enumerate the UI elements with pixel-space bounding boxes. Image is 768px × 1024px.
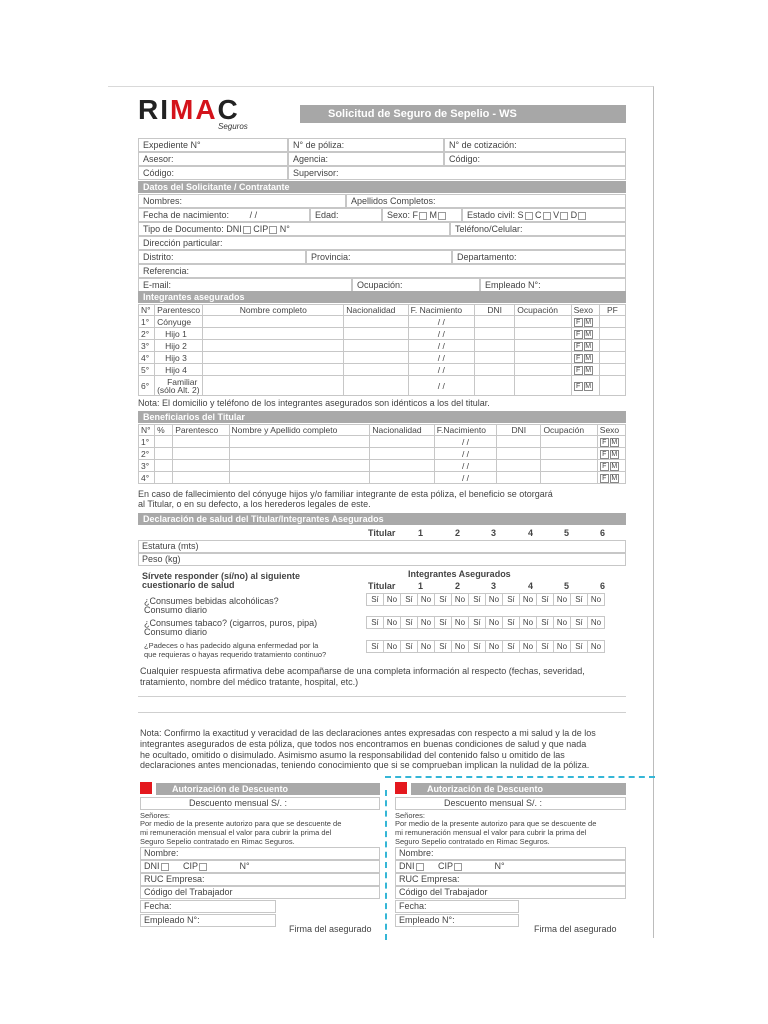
- auth-right-cip: CIP: [438, 861, 454, 871]
- row-number: 1°: [139, 436, 155, 448]
- answers-q2: [366, 616, 605, 629]
- fecha-nacimiento-label: Fecha de nacimiento:: [143, 210, 230, 220]
- no-box[interactable]: No: [452, 594, 469, 606]
- dni-label: DNI: [226, 224, 242, 234]
- respuesta-note-1: Cualquier respuesta afirmativa debe acompañarse de una completa información al respecto (fechas, severidad,: [140, 666, 585, 676]
- col-nombre: Nombre completo: [203, 305, 344, 316]
- col-porcentaje: %: [155, 425, 173, 436]
- auth-right-codigo[interactable]: Código del Trabajador: [395, 886, 626, 899]
- row-parentesco: Cónyuge: [155, 316, 203, 328]
- col-sexo: Sexo: [571, 305, 599, 316]
- auth-left-dni: DNI: [144, 861, 160, 871]
- col-parentesco: Parentesco: [173, 425, 229, 436]
- logo-text-a: RI: [138, 94, 170, 125]
- agencia-field[interactable]: Agencia:: [288, 152, 444, 166]
- auth-left-cip-checkbox[interactable]: [199, 863, 207, 871]
- telefono-field[interactable]: Teléfono/Celular:: [450, 222, 626, 236]
- peso-row[interactable]: [138, 553, 626, 566]
- cut-line-horizontal: [385, 776, 655, 778]
- no-box[interactable]: No: [520, 594, 537, 606]
- row-number: 2°: [139, 448, 155, 460]
- row-parentesco: Hijo 4: [155, 364, 203, 376]
- salud-col-titular: Titular: [368, 528, 396, 538]
- row-date: / /: [408, 376, 474, 396]
- row-parentesco: Hijo 3: [155, 352, 203, 364]
- auth-right-title: Autorización de Descuento: [411, 783, 626, 795]
- solicitante-row-2: [138, 208, 626, 222]
- si-box[interactable]: Sí: [469, 641, 486, 653]
- line-2[interactable]: [138, 712, 626, 713]
- auth-left-fecha[interactable]: Fecha:: [140, 900, 276, 913]
- sexo-f-box[interactable]: F: [574, 354, 583, 363]
- logo-text-b: MA: [170, 94, 218, 125]
- respuesta-note-2: tratamiento, nombre del médico tratante, hospital, etc.): [140, 677, 359, 687]
- si-box[interactable]: Sí: [367, 617, 384, 629]
- beneficiario-row[interactable]: [139, 460, 626, 472]
- row-number: 2°: [139, 328, 155, 340]
- ocupacion-field[interactable]: Ocupación:: [352, 278, 480, 292]
- question-3: ¿Padeces o has padecido alguna enfermedad por la: [144, 641, 319, 650]
- cotizacion-field[interactable]: N° de cotización:: [444, 138, 626, 152]
- col-n: N°: [139, 305, 155, 316]
- col-dni: DNI: [497, 425, 541, 436]
- si-box[interactable]: Sí: [571, 641, 588, 653]
- auth-left-empleado[interactable]: Empleado N°:: [140, 914, 276, 927]
- section-integrantes: Integrantes asegurados: [138, 291, 626, 303]
- integrantes-table: [138, 304, 626, 396]
- form-title: Solicitud de Seguro de Sepelio - WS: [300, 105, 626, 123]
- header-row-3: [138, 166, 626, 180]
- sexo-f-box[interactable]: F: [600, 474, 609, 483]
- row-date: / /: [408, 364, 474, 376]
- question-2: ¿Consumes tabaco? (cigarros, puros, pipa): [144, 618, 318, 628]
- sexo-f-box[interactable]: F: [574, 342, 583, 351]
- integrante-row[interactable]: [139, 340, 626, 352]
- sexo-m-box[interactable]: M: [585, 319, 592, 326]
- tipo-documento-field[interactable]: [138, 222, 450, 236]
- col-sexo: Sexo: [597, 425, 625, 436]
- answers-q1: [366, 593, 605, 606]
- auth-right-p2: mi remuneración mensual el valor para cubrir la prima del: [395, 828, 587, 837]
- no-box[interactable]: No: [452, 641, 469, 653]
- no-box[interactable]: No: [418, 617, 435, 629]
- auth-left-ruc[interactable]: RUC Empresa:: [140, 873, 380, 886]
- question-1: ¿Consumes bebidas alcohólicas?: [144, 596, 279, 606]
- estado-c-label: C: [535, 210, 542, 220]
- sexo-f-box[interactable]: F: [600, 450, 609, 459]
- codigo-field-2[interactable]: Código:: [138, 166, 288, 180]
- si-box[interactable]: Sí: [503, 594, 520, 606]
- auth-left-cip: CIP: [183, 861, 199, 871]
- no-box[interactable]: No: [588, 617, 605, 629]
- sexo-m-box[interactable]: M: [611, 463, 618, 470]
- auth-right-p3: Seguro Sepelio contratado en Rimac Seguros.: [395, 837, 550, 846]
- edad-field[interactable]: Edad:: [310, 208, 382, 222]
- header-row-2: [138, 152, 626, 166]
- si-box[interactable]: Sí: [401, 617, 418, 629]
- si-box[interactable]: Sí: [367, 594, 384, 606]
- solicitante-row-6: [138, 264, 626, 278]
- no-box[interactable]: No: [486, 641, 503, 653]
- direccion-field[interactable]: Dirección particular:: [138, 236, 626, 250]
- si-box[interactable]: Sí: [367, 641, 384, 653]
- sexo-m-box[interactable]: M: [585, 343, 592, 350]
- sexo-m-box[interactable]: M: [585, 355, 592, 362]
- auth-right-firma: Firma del asegurado: [534, 924, 617, 934]
- row-number: 4°: [139, 472, 155, 484]
- sexo-label: Sexo: F: [387, 210, 419, 220]
- rimac-logo: [138, 94, 248, 131]
- auth-right-empleado[interactable]: Empleado N°:: [395, 914, 519, 927]
- salud-col-6: 6: [600, 528, 606, 538]
- auth-right-fecha[interactable]: Fecha:: [395, 900, 519, 913]
- estatura-row[interactable]: [138, 540, 626, 553]
- auth-right-senores: Señores:: [395, 811, 426, 820]
- auth-left-descuento[interactable]: Descuento mensual S/. :: [140, 797, 380, 810]
- si-box[interactable]: Sí: [537, 617, 554, 629]
- col-nacionalidad: Nacionalidad: [370, 425, 434, 436]
- col-parentesco: Parentesco: [155, 305, 203, 316]
- salud-col-1: 1: [418, 528, 424, 538]
- cuest-col-6: 6: [600, 581, 606, 591]
- nota-line-3: he ocultado, omitido o disimulado. Asimismo asumo la responsabilidad del contenido falso u omitido de las: [140, 750, 565, 760]
- row-parentesco-note: (sólo Alt. 2): [157, 384, 200, 395]
- auth-left-dni-checkbox[interactable]: [161, 863, 169, 871]
- si-box[interactable]: Sí: [571, 594, 588, 606]
- fecha-nacimiento-field[interactable]: [138, 208, 310, 222]
- sexo-m-box[interactable]: M: [585, 383, 592, 390]
- apellidos-field[interactable]: Apellidos Completos:: [346, 194, 626, 208]
- no-box[interactable]: No: [554, 617, 571, 629]
- row-date: / /: [434, 448, 496, 460]
- sexo-m-box[interactable]: M: [611, 475, 618, 482]
- beneficiarios-note-2: al Titular, o en su defecto, a los herederos legales de este.: [138, 499, 371, 509]
- si-box[interactable]: Sí: [469, 617, 486, 629]
- no-box[interactable]: No: [384, 594, 401, 606]
- no-box[interactable]: No: [384, 617, 401, 629]
- fecha-slashes: / /: [249, 210, 258, 220]
- section-salud: Declaración de salud del Titular/Integrantes Asegurados: [138, 513, 626, 525]
- integrante-row[interactable]: [139, 328, 626, 340]
- solicitante-row-4: [138, 236, 626, 250]
- row-number: 1°: [139, 316, 155, 328]
- logo-subtitle: Seguros: [218, 122, 248, 131]
- auth-left-codigo[interactable]: Código del Trabajador: [140, 886, 380, 899]
- no-box[interactable]: No: [588, 641, 605, 653]
- poliza-field[interactable]: N° de póliza:: [288, 138, 444, 152]
- cuest-col-1: 1: [418, 581, 424, 591]
- row-date: / /: [434, 460, 496, 472]
- tipo-documento-label: Tipo de Documento:: [143, 224, 224, 234]
- si-box[interactable]: Sí: [571, 617, 588, 629]
- salud-col-5: 5: [564, 528, 570, 538]
- auth-left-senores: Señores:: [140, 811, 171, 820]
- row-number: 4°: [139, 352, 155, 364]
- si-box[interactable]: Sí: [435, 594, 452, 606]
- row-number: 3°: [139, 340, 155, 352]
- provincia-field[interactable]: Provincia:: [306, 250, 452, 264]
- salud-col-2: 2: [455, 528, 461, 538]
- si-box[interactable]: Sí: [435, 617, 452, 629]
- si-box[interactable]: Sí: [503, 617, 520, 629]
- answers-q3: [366, 640, 605, 653]
- estado-civil-label: Estado civil: S: [467, 210, 524, 220]
- cuest-col-4: 4: [528, 581, 534, 591]
- sexo-m-checkbox[interactable]: [438, 212, 446, 220]
- email-field[interactable]: E-mail:: [138, 278, 352, 292]
- integrantes-header-row: [139, 305, 626, 316]
- estado-v-checkbox[interactable]: [560, 212, 568, 220]
- auth-right-nombre[interactable]: Nombre:: [395, 847, 626, 860]
- integrante-row[interactable]: [139, 352, 626, 364]
- header-row-1: [138, 138, 626, 152]
- row-date: / /: [408, 340, 474, 352]
- si-box[interactable]: Sí: [537, 641, 554, 653]
- auth-right-dni: DNI: [399, 861, 415, 871]
- no-box[interactable]: No: [588, 594, 605, 606]
- solicitante-row-3: [138, 222, 626, 236]
- row-date: / /: [408, 352, 474, 364]
- auth-left-nombre[interactable]: Nombre:: [140, 847, 380, 860]
- col-fnacimiento: F.Nacimiento: [434, 425, 496, 436]
- beneficiarios-table: [138, 424, 626, 484]
- beneficiario-row[interactable]: [139, 436, 626, 448]
- solicitante-row-7: [138, 278, 626, 292]
- auth-left-title: Autorización de Descuento: [156, 783, 380, 795]
- auth-left-num: N°: [239, 861, 250, 871]
- sexo-f-box[interactable]: F: [600, 438, 609, 447]
- no-box[interactable]: No: [418, 594, 435, 606]
- cuestionario-title-1: Sírvete responder (sí/no) al siguiente: [142, 571, 301, 581]
- no-box[interactable]: No: [384, 641, 401, 653]
- section-solicitante: Datos del Solicitante / Contratante: [138, 181, 626, 193]
- cuest-col-5: 5: [564, 581, 570, 591]
- peso-label: Peso (kg): [142, 554, 181, 564]
- no-box[interactable]: No: [486, 617, 503, 629]
- auth-right-p1: Por medio de la presente autorizo para que se descuente de: [395, 819, 597, 828]
- estado-d-label: D: [570, 210, 578, 220]
- si-box[interactable]: Sí: [537, 594, 554, 606]
- logo-text-c: C: [217, 94, 240, 125]
- salud-col-3: 3: [491, 528, 497, 538]
- row-date: / /: [434, 436, 496, 448]
- question-2-sub: Consumo diario: [144, 627, 208, 637]
- estado-d-checkbox[interactable]: [578, 212, 586, 220]
- no-box[interactable]: No: [486, 594, 503, 606]
- col-ocupacion: Ocupación: [515, 305, 571, 316]
- auth-right-descuento[interactable]: Descuento mensual S/. :: [395, 797, 626, 810]
- auth-left-p2: mi remuneración mensual el valor para cubrir la prima del: [140, 828, 332, 837]
- si-box[interactable]: Sí: [435, 641, 452, 653]
- sexo-m-label: M: [429, 210, 438, 220]
- sexo-field[interactable]: [382, 208, 462, 222]
- integrante-row[interactable]: [139, 376, 626, 396]
- nombres-field[interactable]: Nombres:: [138, 194, 346, 208]
- col-pf: PF: [599, 305, 625, 316]
- col-ocupacion: Ocupación: [541, 425, 597, 436]
- auth-right-ruc[interactable]: RUC Empresa:: [395, 873, 626, 886]
- sexo-m-box[interactable]: M: [611, 439, 618, 446]
- no-box[interactable]: No: [554, 594, 571, 606]
- sexo-f-box[interactable]: F: [600, 462, 609, 471]
- cip-checkbox[interactable]: [269, 226, 277, 234]
- sexo-f-box[interactable]: F: [574, 330, 583, 339]
- row-number: 5°: [139, 364, 155, 376]
- estado-civil-field[interactable]: [462, 208, 626, 222]
- sexo-m-box[interactable]: M: [585, 367, 592, 374]
- solicitante-row-1: [138, 194, 626, 208]
- beneficiario-row[interactable]: [139, 472, 626, 484]
- no-box[interactable]: No: [418, 641, 435, 653]
- sexo-m-box[interactable]: M: [585, 331, 592, 338]
- sexo-f-box[interactable]: F: [574, 382, 583, 391]
- si-box[interactable]: Sí: [401, 594, 418, 606]
- integrante-row[interactable]: [139, 316, 626, 328]
- auth-left-red-square: [140, 782, 152, 794]
- auth-right-cip-checkbox[interactable]: [454, 863, 462, 871]
- empleado-field[interactable]: Empleado N°:: [480, 278, 626, 292]
- sexo-f-box[interactable]: F: [574, 318, 583, 327]
- cuest-col-titular: Titular: [368, 581, 396, 591]
- col-nacionalidad: Nacionalidad: [344, 305, 408, 316]
- row-date: / /: [408, 328, 474, 340]
- estado-v-label: V: [553, 210, 560, 220]
- cuestionario-title-2: cuestionario de salud: [142, 580, 235, 590]
- sexo-m-box[interactable]: M: [611, 451, 618, 458]
- row-parentesco: Hijo 2: [155, 340, 203, 352]
- auth-left-firma: Firma del asegurado: [289, 924, 372, 934]
- cut-line-vertical: [385, 790, 387, 940]
- beneficiarios-note-1: En caso de fallecimiento del cónyuge hijos y/o familiar integrante de esta póliza, el beneficio se otorgará: [138, 489, 553, 499]
- departamento-field[interactable]: Departamento:: [452, 250, 626, 264]
- row-number: 3°: [139, 460, 155, 472]
- cip-label: CIP: [253, 224, 269, 234]
- integrantes-asegurados-title: Integrantes Asegurados: [408, 569, 511, 579]
- row-date: / /: [408, 316, 474, 328]
- estado-s-checkbox[interactable]: [525, 212, 533, 220]
- distrito-field[interactable]: Distrito:: [138, 250, 306, 264]
- si-box[interactable]: Sí: [401, 641, 418, 653]
- auth-left-p1: Por medio de la presente autorizo para que se descuente de: [140, 819, 342, 828]
- beneficiarios-header-row: [139, 425, 626, 436]
- no-box[interactable]: No: [520, 641, 537, 653]
- no-box[interactable]: No: [520, 617, 537, 629]
- auth-left-documento[interactable]: [140, 860, 380, 873]
- cuest-col-3: 3: [491, 581, 497, 591]
- col-nombre: Nombre y Apellido completo: [229, 425, 370, 436]
- dni-checkbox[interactable]: [243, 226, 251, 234]
- codigo-field-1[interactable]: Código:: [444, 152, 626, 166]
- section-beneficiarios: Beneficiarios del Titular: [138, 411, 626, 423]
- row-parentesco: Familiar: [167, 376, 198, 387]
- auth-right-dni-checkbox[interactable]: [416, 863, 424, 871]
- auth-right-documento[interactable]: [395, 860, 626, 873]
- question-3-sub: que requieras o hayas requerido tratamiento continuo?: [144, 650, 327, 659]
- question-1-sub: Consumo diario: [144, 605, 208, 615]
- cuest-col-2: 2: [455, 581, 461, 591]
- asesor-field[interactable]: Asesor:: [138, 152, 288, 166]
- auth-right-num: N°: [494, 861, 505, 871]
- no-box[interactable]: No: [554, 641, 571, 653]
- estatura-label: Estatura (mts): [142, 541, 199, 551]
- auth-left-p3: Seguro Sepelio contratado en Rimac Seguros.: [140, 837, 295, 846]
- col-fnacimiento: F. Nacimiento: [408, 305, 474, 316]
- auth-right-red-square: [395, 782, 407, 794]
- si-box[interactable]: Sí: [503, 641, 520, 653]
- salud-col-4: 4: [528, 528, 534, 538]
- integrantes-note: Nota: El domicilio y teléfono de los integrantes asegurados son idénticos a los del titular.: [138, 398, 490, 408]
- referencia-field[interactable]: Referencia:: [138, 264, 626, 278]
- beneficiario-row[interactable]: [139, 448, 626, 460]
- numero-label: N°: [279, 224, 290, 234]
- row-parentesco: Hijo 1: [155, 328, 203, 340]
- no-box[interactable]: No: [452, 617, 469, 629]
- si-box[interactable]: Sí: [469, 594, 486, 606]
- solicitante-row-5: [138, 250, 626, 264]
- sexo-f-box[interactable]: F: [574, 366, 583, 375]
- line-1[interactable]: [138, 696, 626, 697]
- nota-line-1: Nota: Confirmo la exactitud y veracidad de las declaraciones antes expresadas con respecto a mi salud y la de los: [140, 728, 596, 738]
- nota-line-2: integrantes asegurados de esta póliza, que todos nos encontramos en buenas condiciones de salud y que nada: [140, 739, 587, 749]
- col-n: N°: [139, 425, 155, 436]
- supervisor-field[interactable]: Supervisor:: [288, 166, 626, 180]
- expediente-field[interactable]: Expediente N°: [138, 138, 288, 152]
- estado-c-checkbox[interactable]: [543, 212, 551, 220]
- nota-line-4: declaraciones antes mencionadas, teniendo conocimiento que si se comprueban implican la nulidad de la póliza.: [140, 760, 590, 770]
- col-dni: DNI: [475, 305, 515, 316]
- row-date: / /: [434, 472, 496, 484]
- row-number: 6°: [139, 376, 155, 396]
- sexo-f-checkbox[interactable]: [419, 212, 427, 220]
- integrante-row[interactable]: [139, 364, 626, 376]
